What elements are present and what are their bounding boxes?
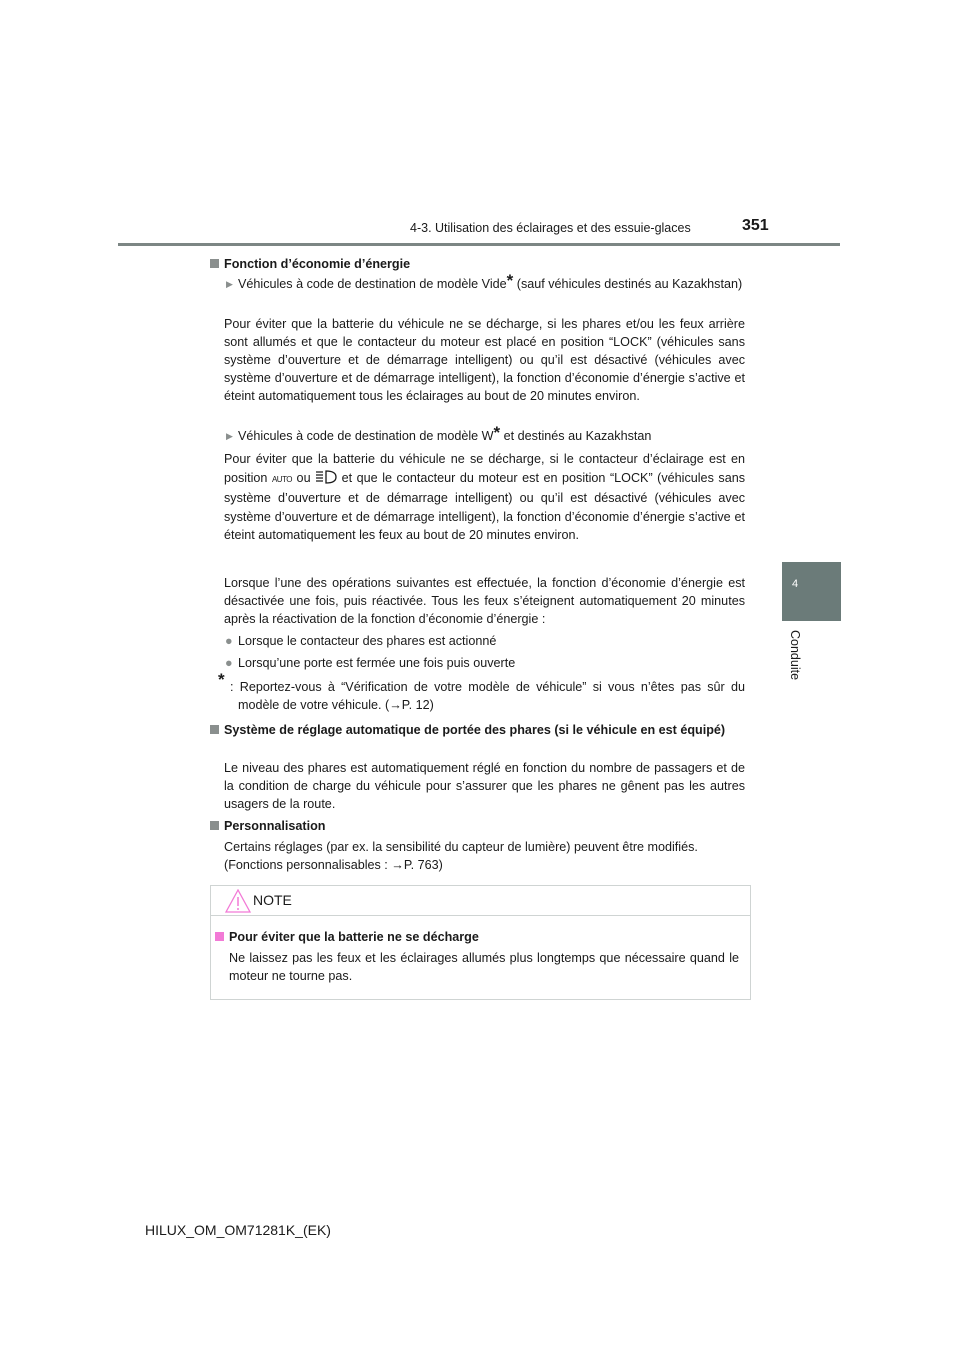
- note-box: [210, 885, 751, 1000]
- paragraph: Certains réglages (par ex. la sensibilité du capteur de lumière) peuvent être modifiés. (Fonctions personnalisables : →P. 763): [224, 840, 698, 872]
- paragraph: Le niveau des phares est automatiquement réglé en fonction du nombre de passagers et de la condition de charge du véhicule pour s’assurer que les phares ne gênent pas les autres usagers de la route.: [224, 761, 745, 811]
- circle-bullet-icon: ●: [225, 656, 233, 670]
- note-text: Ne laissez pas les feux et les éclairages allumés plus longtemps que nécessaire quand le moteur ne tourne pas.: [229, 951, 739, 983]
- paragraph: Pour éviter que la batterie du véhicule ne se décharge, si les phares et/ou les feux arrière sont allumés et que le contacteur du moteur est placé en position “LOCK” (véhicules sans système d’ouverture et de démarrage intelligent) ou qu’il est désactivé (véhicules avec système d’ouverture et de démarrage intelligent), la fonction d’économie d’énergie s’active et éteint automatiquement tous les éclairages au bout de 20 minutes environ.: [224, 317, 745, 403]
- document-id: HILUX_OM_OM71281K_(EK): [145, 1222, 331, 1238]
- chapter-number: 4: [792, 578, 799, 590]
- triangle-bullet-icon: ▶: [226, 279, 233, 289]
- warning-icon: [225, 889, 251, 913]
- circle-bullet-icon: ●: [225, 634, 233, 648]
- page-number: 351: [742, 217, 769, 234]
- square-bullet-icon: [215, 932, 224, 941]
- square-bullet-icon: [210, 725, 219, 734]
- square-bullet-icon: [210, 821, 219, 830]
- heading-energy: Fonction d’économie d’énergie: [224, 255, 745, 273]
- note-title: Pour éviter que la batterie ne se décharge: [229, 928, 739, 946]
- heading-customization: Personnalisation: [224, 817, 745, 835]
- auto-light-icon: AUTO: [271, 474, 293, 484]
- paragraph: Pour éviter que la batterie du véhicule ne se décharge, si le contacteur d’éclairage est en position AUTO ou et que le contacteur du moteur est en position “LOCK” (véhicules sans système d’ouverture et de démarrage intelligent) ou qu’il est désactivé (véhicules avec système d’ouverture et de démarrage intelligent), la fonction d’économie d’énergie s’active et éteint automatiquement les feux au bout de 20 minutes environ.: [224, 452, 745, 542]
- heading-leveling: Système de réglage automatique de portée des phares (si le véhicule en est équipé): [224, 721, 750, 739]
- paragraph: Lorsque l’une des opérations suivantes est effectuée, la fonction d’économie d’énergie est désactivée une fois, puis réactivée. Tous les feux s’éteignent automatiquement 20 minutes après la réactivation de la fonction d’économie d’énergie :: [224, 576, 745, 626]
- triangle-bullet-icon: ▶: [226, 431, 233, 441]
- subheading-vide: ▶ Véhicules à code de destination de modèle Vide* (sauf véhicules destinés au Kazakhstan): [226, 271, 743, 291]
- square-bullet-icon: [210, 259, 219, 268]
- list-item: ● Lorsque le contacteur des phares est actionné: [225, 634, 497, 648]
- header-rule: [118, 243, 840, 246]
- subheading-w: ▶ Véhicules à code de destination de modèle W* et destinés au Kazakhstan: [226, 423, 652, 443]
- footnote: * : Reportez-vous à “Vérification de votre modèle de véhicule” si vous n’êtes pas sûr du modèle de votre véhicule. (→P. 12): [218, 670, 745, 712]
- note-label: NOTE: [253, 892, 292, 908]
- chapter-label: Conduite: [788, 630, 802, 681]
- list-item: ● Lorsqu’une porte est fermée une fois puis ouverte: [225, 656, 516, 670]
- section-header: 4-3. Utilisation des éclairages et des essuie-glaces: [410, 221, 691, 235]
- chapter-tab[interactable]: [782, 562, 841, 621]
- headlight-icon: [315, 470, 337, 484]
